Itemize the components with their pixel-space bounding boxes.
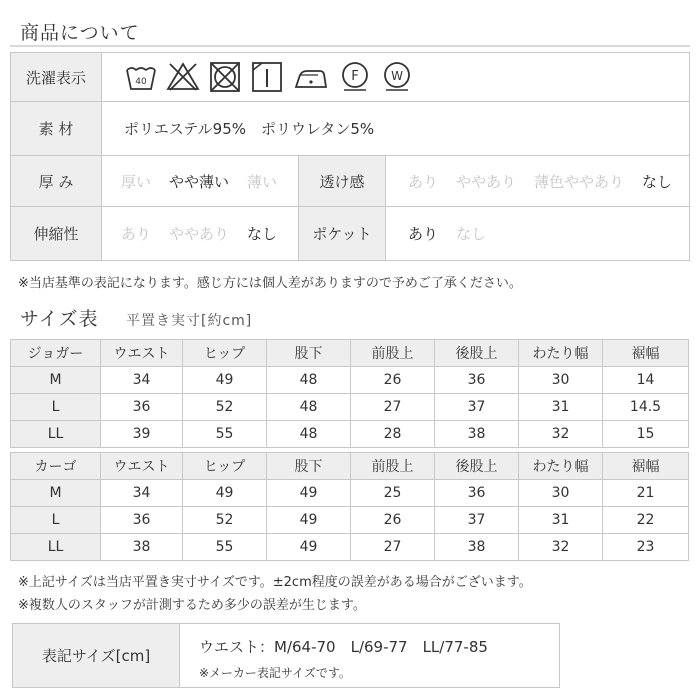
measurement-cell: 15 [603, 421, 689, 448]
line-dry-icon [250, 60, 284, 94]
table-row [11, 507, 689, 534]
measurement-cell: 37 [435, 507, 519, 534]
label-size-note: ※メーカー表記サイズです。 [199, 666, 351, 680]
column-header: わたり幅 [519, 340, 603, 367]
stretch-options [121, 207, 295, 260]
spec-note: ※当店基準の表記になります。感じ方には個人差がありますので予めご了承ください。 [18, 276, 522, 291]
label-size-box [12, 623, 560, 688]
material-row [11, 101, 689, 155]
product-spec-table [10, 52, 690, 261]
product-info-title: 商品について [20, 22, 140, 44]
measurement-cell: 38 [101, 534, 183, 561]
option-unselected: あり [121, 225, 152, 243]
measurement-cell: 30 [519, 367, 603, 394]
pocket-options [408, 207, 504, 260]
material-value: ポリエステル95% ポリウレタン5% [124, 120, 375, 138]
option-unselected: なし [456, 225, 487, 243]
measurement-cell: 48 [267, 421, 351, 448]
column-header: ウエスト [101, 453, 183, 480]
title-divider [10, 45, 690, 47]
measurement-cell: 49 [183, 480, 267, 507]
care-icons [124, 60, 414, 94]
measurement-cell: 38 [435, 421, 519, 448]
measurement-cell: 26 [351, 507, 435, 534]
thickness-options [121, 156, 295, 206]
option-unselected: 薄色ややあり [534, 172, 625, 191]
size-label-cell: L [11, 394, 101, 421]
size-table-cargo [10, 452, 689, 561]
measurement-cell: 28 [351, 421, 435, 448]
size-label-cell: M [11, 367, 101, 394]
column-header: 股下 [267, 453, 351, 480]
iron-low-icon [292, 60, 330, 94]
option-unselected: ややあり [169, 225, 230, 243]
measurement-cell: 27 [351, 534, 435, 561]
no-bleach-icon [166, 60, 200, 94]
column-header: ウエスト [101, 340, 183, 367]
measurement-cell: 52 [183, 394, 267, 421]
measurement-cell: 36 [435, 367, 519, 394]
wet-clean-w-icon [380, 60, 414, 94]
column-header: ヒップ [183, 453, 267, 480]
measurement-cell: 52 [183, 507, 267, 534]
option-selected: なし [642, 172, 673, 191]
measurement-cell: 27 [351, 394, 435, 421]
measurement-cell: 31 [519, 507, 603, 534]
option-unselected: あり [408, 172, 439, 191]
stretch-pocket-row [11, 206, 689, 260]
column-header: 後股上 [435, 340, 519, 367]
label-size-value: ウエスト：M/64-70 L/69-77 LL/77-85 [199, 638, 488, 656]
measurement-cell: 21 [603, 480, 689, 507]
column-header: 裾幅 [603, 453, 689, 480]
measurement-cell: 49 [267, 534, 351, 561]
column-header: 裾幅 [603, 340, 689, 367]
wet-clean-letter: W [391, 69, 403, 83]
sheer-options [408, 156, 690, 206]
option-unselected: 薄い [247, 172, 278, 191]
size-chart-title: サイズ表 [20, 308, 99, 330]
table-row [11, 421, 689, 448]
care-row [11, 53, 689, 101]
sheer-label: 透け感 [298, 156, 386, 206]
option-selected: やや薄い [169, 172, 230, 191]
column-header: 後股上 [435, 453, 519, 480]
size-note-1: ※上記サイズは当店平置き実寸サイズです。±2cm程度の誤差がある場合がございます。 [18, 575, 532, 590]
wash-40-icon [124, 60, 158, 94]
option-selected: あり [408, 225, 439, 243]
measurement-cell: 26 [351, 367, 435, 394]
measurement-cell: 34 [101, 367, 183, 394]
option-unselected: ややあり [456, 172, 517, 191]
thickness-label: 厚 み [11, 156, 102, 206]
measurement-cell: 31 [519, 394, 603, 421]
column-header: ジョガー [11, 340, 101, 367]
measurement-cell: 36 [101, 394, 183, 421]
column-header: ヒップ [183, 340, 267, 367]
measurement-cell: 32 [519, 534, 603, 561]
measurement-cell: 48 [267, 394, 351, 421]
size-note-2: ※複数人のスタッフが計測するため多少の誤差が生じます。 [18, 598, 366, 613]
measurement-cell: 34 [101, 480, 183, 507]
column-header: カーゴ [11, 453, 101, 480]
size-table-jogger [10, 339, 689, 448]
table-row [11, 394, 689, 421]
no-tumble-dry-icon [208, 60, 242, 94]
column-header: 股下 [267, 340, 351, 367]
dry-clean-f-icon [338, 60, 372, 94]
table-header-row [11, 340, 689, 367]
thickness-sheer-row [11, 155, 689, 206]
measurement-cell: 30 [519, 480, 603, 507]
measurement-cell: 14.5 [603, 394, 689, 421]
size-label-cell: LL [11, 421, 101, 448]
option-selected: なし [247, 225, 278, 243]
material-label: 素 材 [11, 102, 102, 155]
measurement-cell: 55 [183, 534, 267, 561]
dry-clean-letter: F [351, 69, 359, 84]
size-label-cell: LL [11, 534, 101, 561]
pocket-label: ポケット [298, 207, 386, 260]
table-row [11, 480, 689, 507]
measurement-cell: 48 [267, 367, 351, 394]
measurement-cell: 36 [435, 480, 519, 507]
column-header: 前股上 [351, 340, 435, 367]
size-label-cell: L [11, 507, 101, 534]
wash-temp: 40 [135, 77, 147, 87]
column-header: わたり幅 [519, 453, 603, 480]
measurement-cell: 49 [267, 480, 351, 507]
stretch-label: 伸縮性 [11, 207, 102, 260]
measurement-cell: 55 [183, 421, 267, 448]
care-label: 洗濯表示 [11, 53, 102, 101]
column-header: 前股上 [351, 453, 435, 480]
measurement-cell: 22 [603, 507, 689, 534]
size-chart-subtitle: 平置き実寸[約cm] [126, 313, 253, 329]
size-label-cell: M [11, 480, 101, 507]
measurement-cell: 49 [183, 367, 267, 394]
measurement-cell: 23 [603, 534, 689, 561]
option-unselected: 厚い [121, 172, 152, 191]
measurement-cell: 32 [519, 421, 603, 448]
table-header-row [11, 453, 689, 480]
measurement-cell: 14 [603, 367, 689, 394]
table-row [11, 534, 689, 561]
measurement-cell: 49 [267, 507, 351, 534]
table-row [11, 367, 689, 394]
measurement-cell: 36 [101, 507, 183, 534]
measurement-cell: 25 [351, 480, 435, 507]
measurement-cell: 39 [101, 421, 183, 448]
label-size-key: 表記サイズ[cm] [13, 624, 180, 687]
measurement-cell: 38 [435, 534, 519, 561]
measurement-cell: 37 [435, 394, 519, 421]
